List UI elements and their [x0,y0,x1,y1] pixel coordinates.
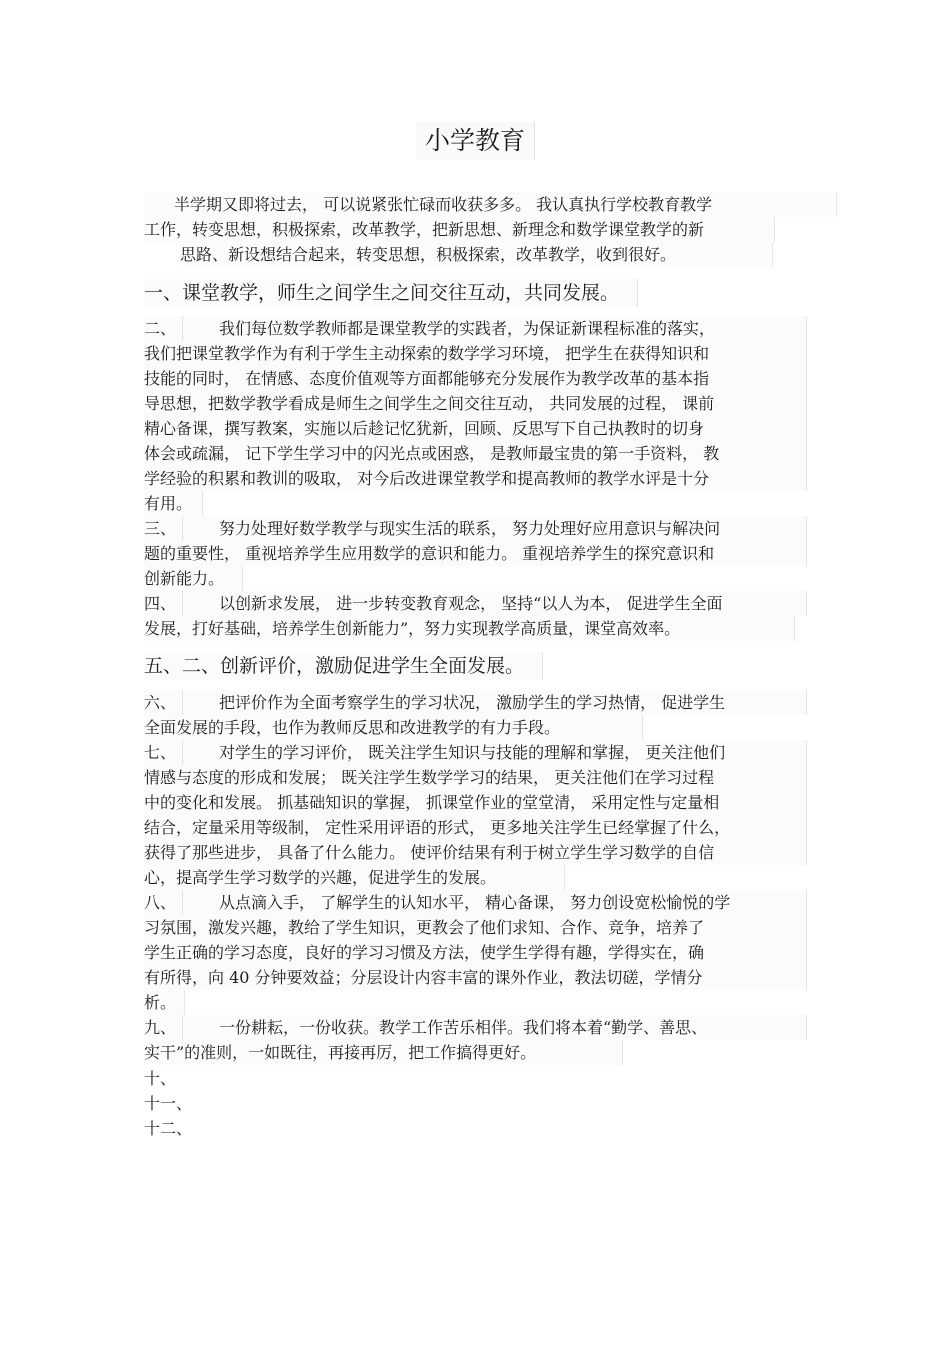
paragraph-line: 全面发展的手段，也作为教师反思和改进教学的有力手段。 [144,715,643,740]
empty-item-10: 十、 [144,1069,177,1088]
paragraph-line: 技能的同时， 在情感、态度价值观等方面都能够充分发展作为教学改革的基本指 [144,366,807,391]
paragraph-line-text: 对学生的学习评价， 既关注学生知识与技能的理解和掌握， 更关注他们 [219,743,726,762]
section-number: 七、 [144,740,183,765]
section-4-paragraph [144,591,806,641]
paragraph-line: 有所得，向 40 分钟要效益；分层设计内容丰富的课外作业，教法切磋，学情分 [144,965,807,990]
paragraph-line: 学经验的积累和教训的吸取， 对今后改进课堂教学和提高教师的教学水评是十分 [144,466,807,491]
empty-item-11: 十一、 [144,1094,193,1113]
section-number: 六、 [144,690,183,715]
paragraph-line: 中的变化和发展。 抓基础知识的掌握， 抓课堂作业的堂堂清， 采用定性与定量相 [144,790,807,815]
paragraph-first-line [144,516,807,541]
paragraph-line: 我们把课堂教学作为有利于学生主动探索的数学学习环境， 把学生在获得知识和 [144,341,807,366]
section-2-paragraph [144,316,806,516]
paragraph-line: 学生正确的学习态度，良好的学习习惯及方法，使学生学得有趣，学得实在，确 [144,940,807,965]
paragraph-line: 析。 [144,990,185,1015]
section-8-paragraph [144,890,806,1015]
paragraph-line: 创新能力。 [144,566,243,591]
paragraph-first-line [144,890,807,915]
paragraph-line: 导思想，把数学教学看成是师生之间学生之间交往互动， 共同发展的过程， 课前 [144,391,807,416]
paragraph-line-text: 我们每位数学教师都是课堂教学的实践者，为保证新课程标准的落实， [219,319,716,338]
paragraph-line-text: 把评价作为全面考察学生的学习状况， 激励学生的学习热情， 促进学生 [219,693,726,712]
section-number: 四、 [144,591,183,616]
paragraph-line-text: 努力处理好数学教学与现实生活的联系， 努力处理好应用意识与解决问 [219,519,721,538]
section-number: 八、 [144,890,183,915]
intro-paragraph [144,192,806,267]
empty-item-12: 十二、 [144,1119,193,1138]
paragraph-line: 结合，定量采用等级制， 定性采用评语的形式， 更多地关注学生已经掌握了什么， [144,815,807,840]
section-3-paragraph [144,516,806,591]
paragraph-first-line [144,1015,807,1040]
paragraph-line: 心，提高学生学习数学的兴趣，促进学生的发展。 [144,865,565,890]
paragraph-line: 精心备课，撰写教案，实施以后趁记忆犹新，回顾、反思写下自己执教时的切身 [144,416,807,441]
section-7-paragraph [144,740,806,890]
paragraph-line: 发展，打好基础，培养学生创新能力”，努力实现教学高质量，课堂高效率。 [144,616,795,641]
section-6-paragraph [144,690,806,740]
section-heading-2: 五、二、创新评价，激励促进学生全面发展。 [144,652,543,680]
paragraph-line: 题的重要性， 重视培养学生应用数学的意识和能力。 重视培养学生的探究意识和 [144,541,807,566]
paragraph-first-line [144,591,807,616]
paragraph-first-line [144,316,807,341]
paragraph-line-text: 一份耕耘，一份收获。教学工作苦乐相伴。我们将本着“勤学、善思、 [219,1018,708,1037]
paragraph-first-line [144,740,807,765]
section-9-paragraph [144,1015,806,1065]
intro-line: 思路、新设想结合起来，转变思想，积极探索，改革教学，收到很好。 [180,242,773,267]
paragraph-line-text: 以创新求发展， 进一步转变教育观念， 坚持“以人为本， 促进学生全面 [219,594,723,613]
paragraph-line: 习氛围，激发兴趣，教给了学生知识，更教会了他们求知、合作、竞争，培养了 [144,915,807,940]
paragraph-line-text: 从点滴入手， 了解学生的认知水平， 精心备课， 努力创设宽松愉悦的学 [219,893,731,912]
intro-line: 半学期又即将过去， 可以说紧张忙碌而收获多多。 我认真执行学校教育教学 [144,192,837,217]
section-number: 三、 [144,516,183,541]
paragraph-line: 体会或疏漏， 记下学生学习中的闪光点或困惑， 是教师最宝贵的第一手资料， 教 [144,441,807,466]
paragraph-line: 获得了那些进步， 具备了什么能力。 使评价结果有利于树立学生学习数学的自信 [144,840,807,865]
section-heading-1: 一、课堂教学，师生之间学生之间交往互动，共同发展。 [144,279,638,307]
intro-line: 工作，转变思想，积极探索，改革教学，把新思想、新理念和数学课堂教学的新 [144,217,775,242]
section-number: 二、 [144,316,183,341]
paragraph-line: 实干”的准则，一如既往，再接再厉，把工作搞得更好。 [144,1040,623,1065]
paragraph-line: 情感与态度的形成和发展； 既关注学生数学学习的结果， 更关注他们在学习过程 [144,765,807,790]
paragraph-line: 有用。 [144,491,203,516]
paragraph-first-line [144,690,807,715]
section-number: 九、 [144,1015,183,1040]
page-title: 小学教育 [416,122,535,160]
